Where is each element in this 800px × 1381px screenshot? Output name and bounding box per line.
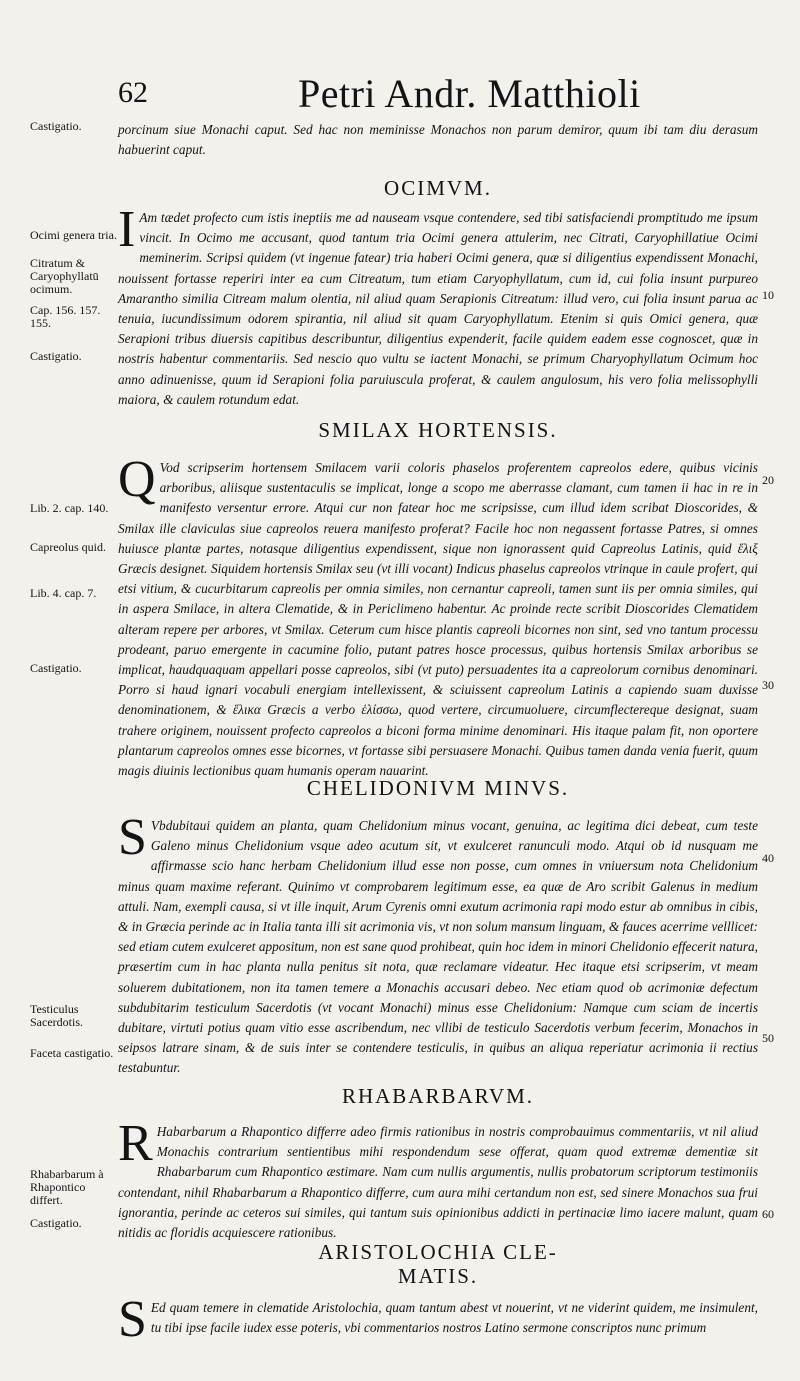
section-paragraph: Vbdubitaui quidem an planta, quam Chelidonium minus vocant, genuina, ac legitima dici debeat, cum teste Galeno minus Chelidonium vsque adeo acutum sit, vt exulceret ranunculi modo. Atqui ob id nusquam me affirmasse scio hanc herbam Chelidonium illud esse non posse, cum omnes in vniuersum nota Chelidonium minus quam maxime referant. Quinimo vt comprobarem legitimum esse, ea quæ de Aro scribit Galenus in medium attuli. Nam, exempli causa, si vt ille inquit, Arum Cyrenis omni exutum acrimonia rapi modo estur ab omnibus in cibis, & in Græcia perinde ac in Italia tanta illi sit acrimonia vis, vt non solum mansum linguam, & fauces acerrime velllicet: sed etiam cutem exulceret appositum, non est sane quod prohibeat, quin hoc idem in minori Chelidonio effecerit natura, præsertim cum in hac planta nulla penitus sit nota, quæ reclamare videatur. Hec itaque etsi scripserim, vt meam soluerem dubitationem, non ita tamen temere a Monachis accusari debeo. Nec etiam quod ob acrimoniæ defectum subdubitarim testiculum Sacerdotis (vt vocant Monachi) minus esse Chelidonium: Namque cum sciam de incertis dubitare, virtuti potius quam vitio esse ascribendum, nec vllibi de testiculo Sacerdotis verbum fecerim, Monachos in seipsos latrare sinam, & de suis inter se contendere testiculis, in quibus an aliqua reperiatur acrimonia ii rectius testabuntur. (118, 818, 758, 1076)
marginal-note: Citratum & Caryophyllatū ocimum. (30, 256, 99, 296)
section-paragraph: Habarbarum a Rhapontico differre adeo firmis rationibus in nostris comprobauimus commentariis, vt nil aliud Monachis contrarium sentientibus mihi respondendum sese offerat, quam quod extremæ dementiæ sit Rhabarbarum cum Rhapontico æstimare. Nam cum nullis argumentis, nullis probatorum scriptorum testimoniis contendant, nihil Rhabarbarum a Rhapontico differre, cum aura mihi certandum non est, sed sinere Monachos sua frui ignorantia, perinde ac ceteros sui similes, qui tantum suis opinionibus addicti in pertinaciæ limo iacere malunt, quam nitidis ac floridis acquiescere rationibus. (118, 1124, 758, 1241)
drop-cap: S (118, 809, 147, 866)
marginal-note: Rhabarbarum à Rhapontico differt. (30, 1167, 104, 1207)
section-heading: OCIMVM. (384, 176, 492, 200)
section-text (118, 1115, 758, 1243)
marginal-note: Ocimi genera tria. (30, 228, 117, 242)
section-text (118, 451, 758, 781)
section-paragraph: Vod scripserim hortensem Smilacem varii coloris phaselos proferentem capreolos edere, quibus vicinis arboribus, aliisque sustentaculis se implicat, longe a scopo me aberrasse clamant, cum tamen ii hac in re in manifesto versentur errore. Atqui cur non fatear hoc me scripsisse, cum illud idem scribat Dioscorides, & Smilax ille claviculas siue capreolos reuera manifesto proferat? Facile hoc non negassent fortasse Patres, si omnes huiusce plantæ partes, notasque diligentius expendissent, sique non ignorassent quid Capreolus Latinis, quid ἕλιξ Græcis designet. Siquidem hortensis Smilax seu (vt illi vocant) Indicus phaselus capreolos vtrinque in caule profert, qui etsi vitium, & cucurbitarum capreolis per omnia similes, non cernantur capreoli, tamen sunt iis per omnia similes, qui in aspera Smilace, in altera Clematide, & in Periclimeno habentur. Ac proinde recte scribit Dioscorides Clematidem alteram repere per arbores, vt Smilax. Ceterum cum hisce plantis capreoli bicornes non sint, sed vno tantum processu prodeant, paruo emergente in cacumine folio, putant patres hosce processus, quibus hortensis Smilax arboribus se implicat, haudquaquam appellari posse capreolos, sibi (vt puto) persuadentes ita a capreolorum cornibus denominari. Porro si haud ignari vocabuli energiam intellexissent, & sciuissent capreolum Latinis a capiendo suam duxisse denominationem, & ἕλικα Græcis a verbo ἑλίσσω, quod vertere, circumuoluere, circumflectereque designat, suam trahere originem, nouissent profecto capreolos a biconi forma minime denominari. His itaque palam fit, non oportere plantarum capreolos omnes esse bicornes, vt fortasse sibi persuasere Monachi. Quibus tamen danda venia fuerit, quum magis diuinis lectionibus quam humanis operam nauarint. (118, 460, 758, 779)
marginal-note: Faceta castigatio. (30, 1046, 114, 1060)
marginal-note: Capreolus quid. (30, 540, 106, 554)
section-paragraph: Ed quam temere in clematide Aristolochia, quam tantum abest vt nouerint, vt ne viderint quidem, me insimulent, tu tibi ipse facile iudex esse poteris, vbi commentarios nostros Latino sermone conscriptos nunc primum (150, 1300, 758, 1336)
line-number: 50 (762, 1031, 774, 1045)
section-paragraph: Am tædet profecto cum istis ineptiis me ad nauseam vsque contendere, sed tibi satisfaciendi promptitudo me ipsum vincit. In Ocimo me accusant, quod tantum tria Ocimi genera attulerim, nec Citrati, Caryophillatiue Ocimi meminerim. Scripsi quidem (vt ingenue fatear) tria haberi Ocimi genera, quæ si diligentius expendissent Monachi, nouissent fortasse reperiri inter ea cum Citreatum, tum etiam Caryophyllatum, cum id, cui folia insunt purpureo Amarantho similia Citream malum olentia, nil aliud quam Serapionis Citreatum: illud vero, cui folia insunt parua ac tenuia, iucundissimum odorem spirantia, nil aliud sit quam Caryophyllatum. Etenim si quis Omici genera, quæ Serapioni tribus diuersis capitibus describuntur, diligentius expenderit, facile quidem eadem esse cognoscet, quæ in nostris habentur commentariis. Sed nescio quo vultu se iactent Monachi, se primum Charyophyllatum Ocimum hoc anno adinuenisse, quum id Serapioni folia paruiuscula proferat, & caulem angulosum, his vero folia melissophylli maiora, & caulem rotundum edat. (118, 210, 758, 407)
marginal-note: Lib. 4. cap. 7. (30, 586, 97, 600)
drop-cap: I (118, 201, 136, 258)
running-title: Petri Andr. Matthioli (298, 71, 641, 116)
section-text (118, 201, 758, 410)
page-header (118, 70, 758, 120)
section-heading: SMILAX HORTENSIS. (318, 418, 558, 442)
marginal-note: Castigatio. (30, 119, 82, 133)
marginal-note: Castigatio. (30, 661, 82, 675)
line-number: 40 (762, 851, 774, 865)
section-text (118, 1291, 758, 1348)
continuation-text: porcinum siue Monachi caput. Sed hac non meminisse Monachos non parum demiror, quum ibi tam diu derasum habuerint caput. (118, 122, 758, 158)
drop-cap: R (118, 1115, 153, 1172)
section-text (118, 809, 758, 1079)
marginal-note: Lib. 2. cap. 140. (30, 501, 109, 515)
line-number: 60 (762, 1207, 774, 1221)
line-number: 30 (762, 678, 774, 692)
section-heading: RHABARBARVM. (341, 1084, 535, 1108)
marginal-note: Testiculus Sacerdotis. (30, 1002, 83, 1029)
section-heading: ARISTOLOCHIA CLE- MATIS. (318, 1240, 558, 1288)
line-number: 10 (762, 288, 774, 302)
line-number: 20 (762, 473, 774, 487)
page-number: 62 (118, 76, 148, 109)
marginal-note: Castigatio. (30, 1216, 82, 1230)
drop-cap: S (118, 1291, 147, 1348)
marginal-note: Castigatio. (30, 349, 82, 363)
drop-cap: Q (118, 451, 156, 508)
marginal-note: Cap. 156. 157. 155. (30, 303, 101, 330)
section-heading: CHELIDONIVM MINVS. (306, 776, 570, 800)
